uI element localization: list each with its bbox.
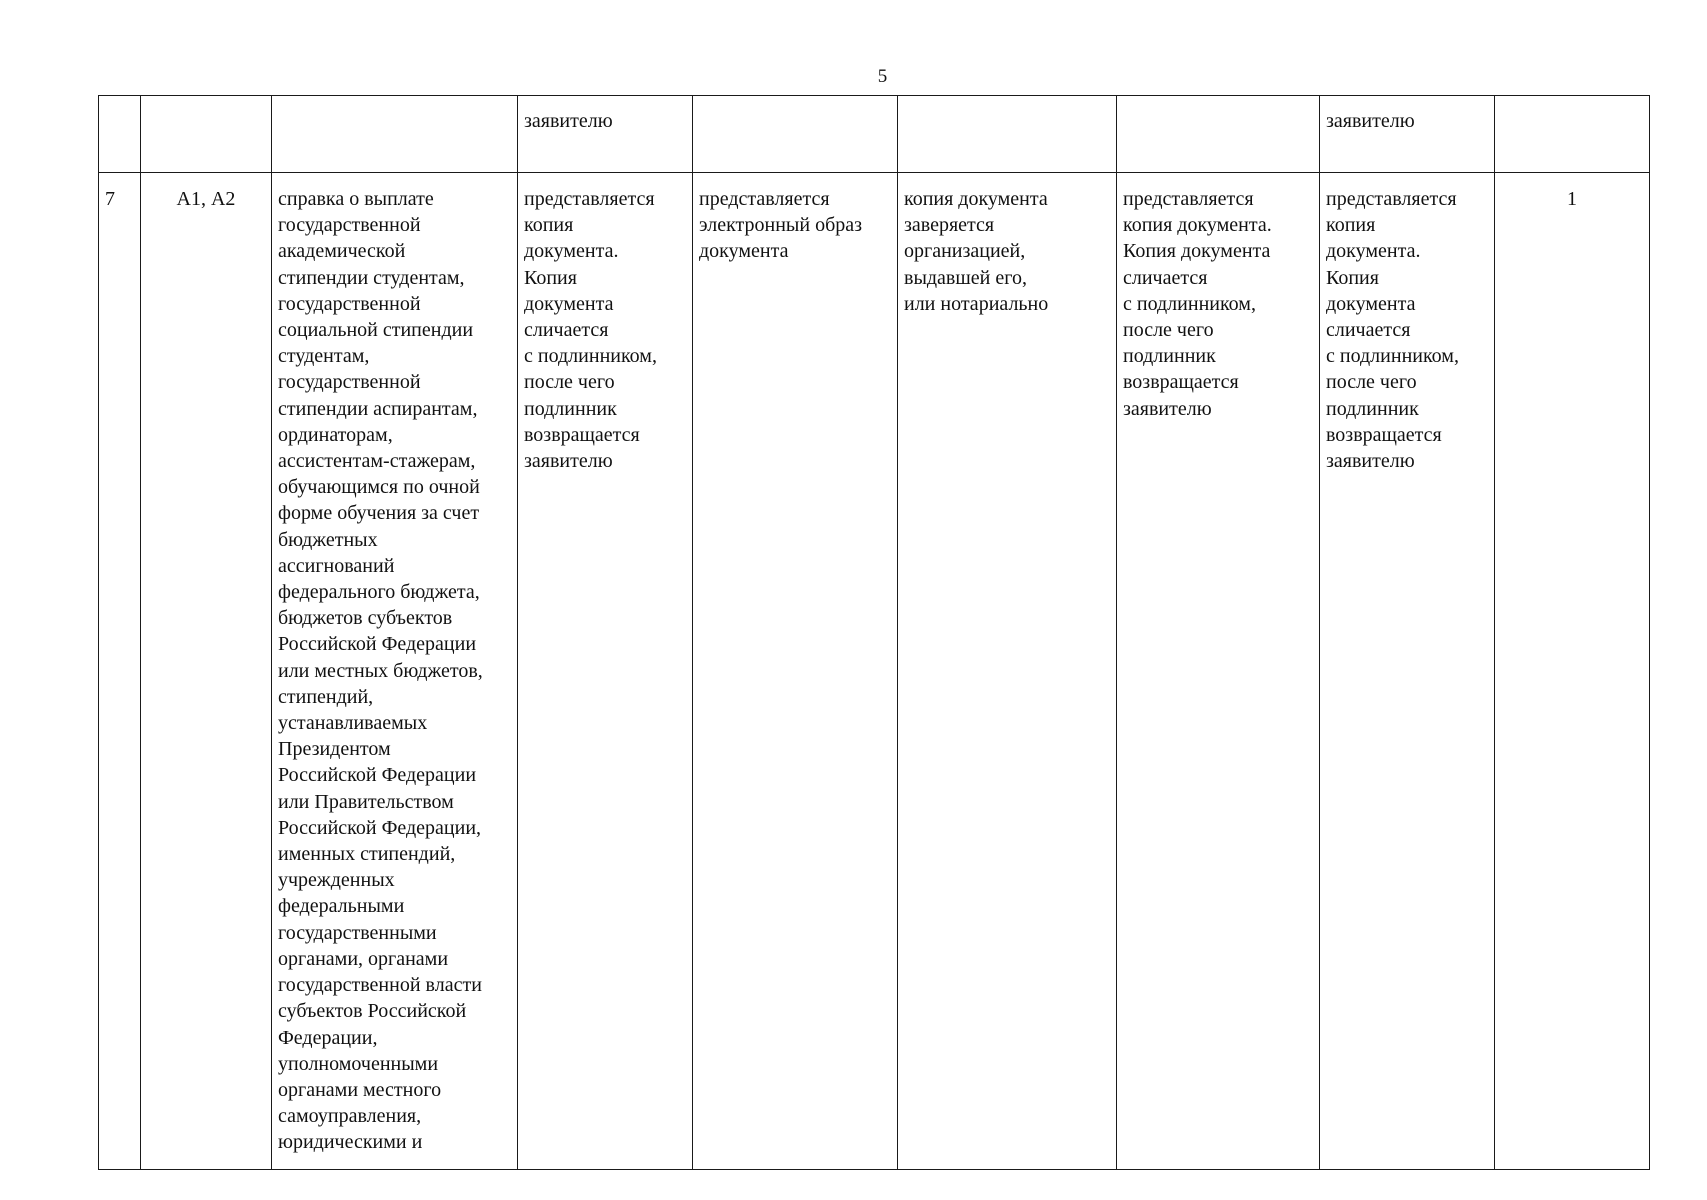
cell-submission-mfc <box>1117 96 1320 173</box>
cell-quantity: 1 <box>1495 173 1650 1170</box>
cell-submission-in-person: представляется копия документа. Копия документа сличается с подлинником, после чего подлинник возвращается заявителю <box>518 173 693 1170</box>
requirements-table <box>98 95 1650 1170</box>
cell-submission-in-person: заявителю <box>518 96 693 173</box>
cell-category <box>141 96 272 173</box>
cell-submission-other: представляется копия документа. Копия документа сличается с подлинником, после чего подлинник возвращается заявителю <box>1320 173 1495 1170</box>
cell-submission-by-mail: копия документа заверяется организацией, выдавшей его, или нотариально <box>898 173 1117 1170</box>
cell-submission-electronic <box>693 96 898 173</box>
page-number: 5 <box>877 66 888 87</box>
cell-quantity <box>1495 96 1650 173</box>
cell-number: 7 <box>99 173 141 1170</box>
cell-category: А1, А2 <box>141 173 272 1170</box>
table-row-continuation <box>99 96 1650 173</box>
table-row <box>99 173 1650 1170</box>
cell-number <box>99 96 141 173</box>
cell-submission-mfc: представляется копия документа. Копия документа сличается с подлинником, после чего подлинник возвращается заявителю <box>1117 173 1320 1170</box>
cell-document-name: справка о выплате государственной академической стипендии студентам, государственной социальной стипендии студентам, государственной стипендии аспирантам, ординаторам, ассистентам-стажерам, обучающимся по очной форме обучения за счет бюджетных ассигнований федерального бюджета, бюджетов субъектов Российской Федерации или местных бюджетов, стипендий, устанавливаемых Президентом Российской Федерации или Правительством Российской Федерации, именных стипендий, учрежденных федеральными государственными органами, органами государственной власти субъектов Российской Федерации, уполномоченными органами местного самоуправления, юридическими и <box>272 173 518 1170</box>
cell-submission-electronic: представляется электронный образ документа <box>693 173 898 1170</box>
cell-submission-by-mail <box>898 96 1117 173</box>
cell-document-name <box>272 96 518 173</box>
cell-submission-other: заявителю <box>1320 96 1495 173</box>
